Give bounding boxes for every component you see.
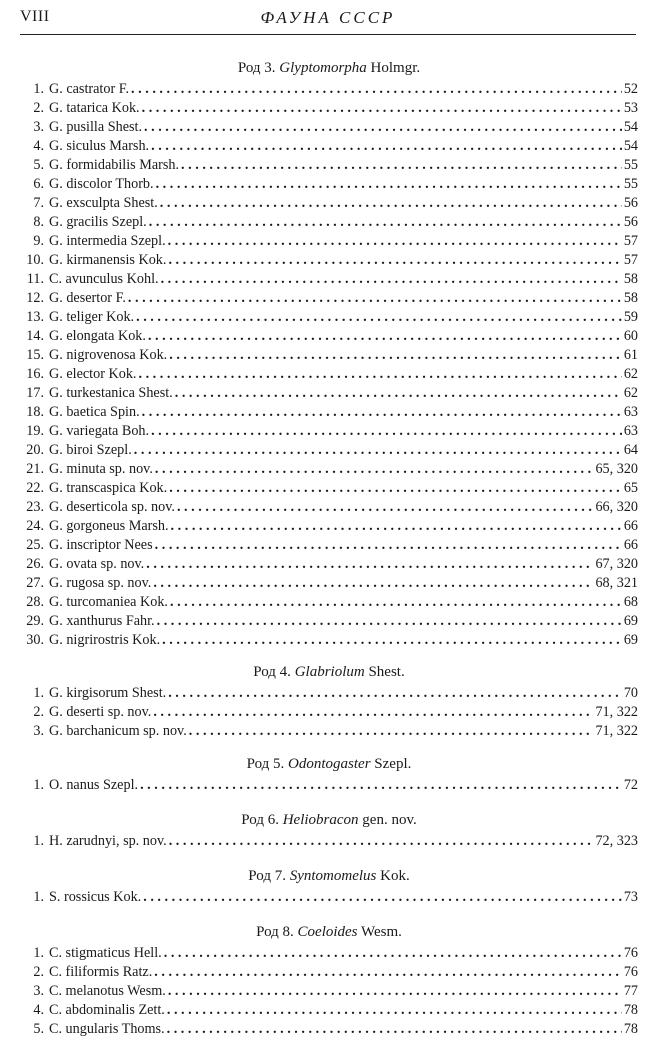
species-name: G. inscriptor Nees — [49, 537, 153, 553]
species-entry — [20, 194, 638, 213]
page-reference: 59 — [623, 309, 638, 325]
entry-number: 23. — [26, 499, 44, 515]
species-name: G. transcaspica Kok. — [49, 480, 168, 496]
page-reference: 65 — [623, 480, 638, 496]
header-rule — [20, 34, 636, 35]
page-reference: 54 — [623, 119, 638, 135]
page-reference: 73 — [623, 889, 638, 905]
page-reference: 62 — [623, 366, 638, 382]
species-entry — [20, 1020, 638, 1039]
species-entry — [20, 631, 638, 650]
dot-leader — [168, 232, 622, 251]
page-reference: 72, 323 — [595, 833, 638, 849]
page-reference: 60 — [623, 328, 638, 344]
section-genus-5 — [20, 752, 638, 795]
entry-number: 2. — [33, 964, 44, 980]
dot-leader — [128, 289, 622, 308]
dot-leader — [157, 612, 622, 631]
entry-number: 30. — [26, 632, 44, 648]
species-name: S. rossicus Kok. — [49, 889, 142, 905]
dot-leader — [160, 194, 622, 213]
page-reference: 64 — [623, 442, 638, 458]
entry-number: 22. — [26, 480, 44, 496]
species-name: G. ovata sp. nov. — [49, 556, 145, 572]
page-reference: 62 — [623, 385, 638, 401]
dot-leader — [153, 574, 593, 593]
dot-leader — [169, 346, 622, 365]
dot-leader — [181, 156, 622, 175]
species-entry — [20, 137, 638, 156]
rod-label: Род 7. — [248, 868, 286, 884]
species-entry — [20, 289, 638, 308]
page-reference: 78 — [623, 1021, 638, 1037]
species-entry — [20, 213, 638, 232]
entry-number: 10. — [26, 252, 44, 268]
species-entry — [20, 270, 638, 289]
page-reference: 72 — [623, 777, 638, 793]
species-name: G. minuta sp. nov. — [49, 461, 153, 477]
entry-number: 2. — [33, 704, 44, 720]
page-reference: 63 — [623, 423, 638, 439]
species-entry — [20, 612, 638, 631]
species-list — [20, 888, 638, 907]
species-name: C. melanotus Wesm. — [49, 983, 166, 999]
page-reference: 66, 320 — [595, 499, 638, 515]
genus-author: Holmgr. — [370, 60, 421, 76]
species-entry — [20, 517, 638, 536]
entry-number: 20. — [26, 442, 44, 458]
entry-number: 12. — [26, 290, 44, 306]
species-name: G. exsculpta Shest. — [49, 195, 158, 211]
species-name: G. formidabilis Marsh. — [49, 157, 180, 173]
genus-name: Syntomomelus — [289, 868, 377, 884]
page-reference: 63 — [623, 404, 638, 420]
section-genus-7 — [20, 864, 638, 907]
entry-number: 1. — [33, 833, 44, 849]
species-name: G. intermedia Szepl. — [49, 233, 166, 249]
species-name: G. siculus Marsh. — [49, 138, 150, 154]
species-name: G. gorgoneus Marsh. — [49, 518, 169, 534]
species-name: G. desertor F. — [49, 290, 126, 306]
species-entry — [20, 593, 638, 612]
genus-author: Wesm. — [361, 924, 402, 940]
rod-label: Род 5. — [246, 756, 285, 772]
entry-number: 27. — [26, 575, 44, 591]
entry-number: 1. — [33, 945, 44, 961]
dot-leader — [151, 422, 622, 441]
page-reference: 57 — [623, 233, 638, 249]
species-entry — [20, 403, 638, 422]
entry-number: 13. — [26, 309, 44, 325]
entry-number: 11. — [26, 271, 44, 287]
dot-leader — [169, 832, 594, 851]
dot-leader — [138, 365, 621, 384]
dot-leader — [149, 213, 622, 232]
species-entry — [20, 80, 638, 99]
dot-leader — [143, 888, 622, 907]
species-name: C. avunculus Kohl. — [49, 271, 159, 287]
dot-leader — [144, 118, 622, 137]
page-reference: 68, 321 — [595, 575, 638, 591]
entry-number: 17. — [26, 385, 44, 401]
entry-number: 18. — [26, 404, 44, 420]
species-list — [20, 684, 638, 741]
page-reference: 55 — [623, 176, 638, 192]
species-entry — [20, 118, 638, 137]
section-genus-3 — [20, 56, 638, 650]
page-reference: 70 — [623, 685, 638, 701]
species-name: C. abdominalis Zett. — [49, 1002, 165, 1018]
section-heading — [20, 864, 638, 888]
dot-leader — [153, 703, 593, 722]
species-name: G. rugosa sp. nov. — [49, 575, 152, 591]
page-reference: 53 — [623, 100, 638, 116]
section-genus-6 — [20, 808, 638, 851]
dot-leader — [155, 536, 622, 555]
page-reference: 71, 322 — [595, 723, 638, 739]
entry-number: 21. — [26, 461, 44, 477]
genus-author: gen. nov. — [362, 812, 417, 828]
species-name: G. xanthurus Fahr. — [49, 613, 155, 629]
species-entry — [20, 982, 638, 1001]
species-entry — [20, 832, 638, 851]
dot-leader — [131, 80, 622, 99]
species-entry — [20, 384, 638, 403]
entry-number: 24. — [26, 518, 44, 534]
dot-leader — [154, 963, 622, 982]
rod-label: Род 3. — [237, 60, 276, 76]
species-name: G. baetica Spin. — [49, 404, 140, 420]
species-name: G. elongata Kok. — [49, 328, 146, 344]
genus-author: Shest. — [368, 664, 405, 680]
species-entry — [20, 460, 638, 479]
species-name: G. discolor Thorb. — [49, 176, 154, 192]
section-genus-4 — [20, 660, 638, 741]
dot-leader — [175, 384, 622, 403]
entry-number: 16. — [26, 366, 44, 382]
entry-number: 2. — [33, 100, 44, 116]
page-reference: 56 — [623, 214, 638, 230]
species-name: G. nigrirostris Kok. — [49, 632, 161, 648]
section-heading — [20, 56, 638, 80]
genus-name: Odontogaster — [288, 756, 371, 772]
dot-leader — [170, 593, 622, 612]
species-entry — [20, 944, 638, 963]
dot-leader — [148, 327, 622, 346]
dot-leader — [168, 982, 622, 1001]
page-reference: 58 — [623, 290, 638, 306]
section-heading — [20, 808, 638, 832]
species-list — [20, 80, 638, 650]
species-entry — [20, 175, 638, 194]
journal-title: ФАУНА СССР — [260, 8, 396, 27]
species-entry — [20, 555, 638, 574]
species-entry — [20, 365, 638, 384]
page-reference: 69 — [623, 632, 638, 648]
species-name: C. stigmaticus Hell. — [49, 945, 162, 961]
species-name: G. kirgisorum Shest. — [49, 685, 167, 701]
running-head — [20, 8, 636, 30]
dot-leader — [169, 479, 622, 498]
species-name: G. deserticola sp. nov. — [49, 499, 175, 515]
species-list — [20, 944, 638, 1039]
dot-leader — [171, 517, 622, 536]
entry-number: 4. — [33, 1002, 44, 1018]
species-name: G. nigrovenosa Kok. — [49, 347, 168, 363]
page-reference: 67, 320 — [595, 556, 638, 572]
entry-number: 14. — [26, 328, 44, 344]
dot-leader — [161, 270, 622, 289]
dot-leader — [162, 631, 622, 650]
dot-leader — [146, 555, 593, 574]
entry-number: 1. — [33, 777, 44, 793]
page-reference: 56 — [623, 195, 638, 211]
entry-number: 4. — [33, 138, 44, 154]
species-entry — [20, 776, 638, 795]
page-reference: 76 — [623, 945, 638, 961]
species-entry — [20, 888, 638, 907]
species-entry — [20, 1001, 638, 1020]
entry-number: 3. — [33, 723, 44, 739]
genus-name: Glabriolum — [294, 664, 365, 680]
genus-name: Heliobracon — [282, 812, 359, 828]
entry-number: 1. — [33, 81, 44, 97]
species-name: G. castrator F. — [49, 81, 130, 97]
species-name: G. deserti sp. nov. — [49, 704, 152, 720]
entry-number: 15. — [26, 347, 44, 363]
species-name: C. filiformis Ratz. — [49, 964, 153, 980]
species-entry — [20, 479, 638, 498]
species-entry — [20, 346, 638, 365]
entry-number: 8. — [33, 214, 44, 230]
entry-number: 9. — [33, 233, 44, 249]
genus-name: Coeloides — [297, 924, 358, 940]
dot-leader — [140, 776, 622, 795]
dot-leader — [151, 137, 622, 156]
species-entry — [20, 156, 638, 175]
species-name: G. turcomaniea Kok. — [49, 594, 168, 610]
page-reference: 65, 320 — [595, 461, 638, 477]
dot-leader — [164, 944, 622, 963]
species-name: G. gracilis Szepl. — [49, 214, 147, 230]
species-name: O. nanus Szepl. — [49, 777, 139, 793]
dot-leader — [136, 308, 622, 327]
species-entry — [20, 963, 638, 982]
rod-label: Род 4. — [253, 664, 291, 680]
species-entry — [20, 703, 638, 722]
entry-number: 6. — [33, 176, 44, 192]
species-name: G. kirmanensis Kok. — [49, 252, 167, 268]
species-entry — [20, 99, 638, 118]
entry-number: 19. — [26, 423, 44, 439]
entry-number: 1. — [33, 889, 44, 905]
dot-leader — [168, 251, 621, 270]
dot-leader — [177, 498, 593, 517]
entry-number: 1. — [33, 685, 44, 701]
page-reference: 68 — [623, 594, 638, 610]
species-name: G. barchanicum sp. nov. — [49, 723, 187, 739]
species-entry — [20, 684, 638, 703]
species-list — [20, 832, 638, 851]
rod-label: Род 8. — [256, 924, 294, 940]
species-entry — [20, 722, 638, 741]
genus-author: Szepl. — [374, 756, 412, 772]
section-heading — [20, 920, 638, 944]
page-reference: 66 — [623, 537, 638, 553]
entry-number: 5. — [33, 157, 44, 173]
species-name: H. zarudnyi, sp. nov. — [49, 833, 167, 849]
page-reference: 77 — [623, 983, 638, 999]
species-entry — [20, 498, 638, 517]
dot-leader — [167, 1001, 622, 1020]
page-reference: 69 — [623, 613, 638, 629]
species-name: G. turkestanica Shest. — [49, 385, 173, 401]
dot-leader — [142, 403, 622, 422]
section-heading — [20, 752, 638, 776]
page-reference: 61 — [623, 347, 638, 363]
entry-number: 29. — [26, 613, 44, 629]
page-reference: 57 — [623, 252, 638, 268]
species-name: G. elector Kok. — [49, 366, 137, 382]
page-reference: 66 — [623, 518, 638, 534]
species-name: G. biroi Szepl. — [49, 442, 132, 458]
section-heading — [20, 660, 638, 684]
genus-author: Kok. — [380, 868, 410, 884]
species-name: G. variegata Boh. — [49, 423, 150, 439]
page-reference: 78 — [623, 1002, 638, 1018]
entry-number: 26. — [26, 556, 44, 572]
dot-leader — [134, 441, 622, 460]
species-entry — [20, 308, 638, 327]
page-reference: 52 — [623, 81, 638, 97]
species-name: G. pusilla Shest. — [49, 119, 143, 135]
species-list — [20, 776, 638, 795]
page-reference: 58 — [623, 271, 638, 287]
dot-leader — [155, 460, 594, 479]
species-entry — [20, 251, 638, 270]
species-entry — [20, 422, 638, 441]
entry-number: 3. — [33, 983, 44, 999]
page-number: VIII — [20, 8, 50, 25]
species-entry — [20, 327, 638, 346]
genus-name: Glyptomorpha — [279, 60, 367, 76]
species-name: G. teliger Kok. — [49, 309, 135, 325]
section-genus-8 — [20, 920, 638, 1039]
rod-label: Род 6. — [241, 812, 279, 828]
species-entry — [20, 441, 638, 460]
species-name: G. tatarica Kok. — [49, 100, 140, 116]
dot-leader — [142, 99, 622, 118]
page-reference: 71, 322 — [595, 704, 638, 720]
entry-number: 25. — [26, 537, 44, 553]
entry-number: 5. — [33, 1021, 44, 1037]
entry-number: 7. — [33, 195, 44, 211]
dot-leader — [156, 175, 622, 194]
species-name: C. ungularis Thoms. — [49, 1021, 165, 1037]
page-reference: 55 — [623, 157, 638, 173]
dot-leader — [168, 684, 622, 703]
page-reference: 54 — [623, 138, 638, 154]
species-entry — [20, 536, 638, 555]
dot-leader — [167, 1020, 622, 1039]
species-entry — [20, 574, 638, 593]
page-reference: 76 — [623, 964, 638, 980]
entry-number: 3. — [33, 119, 44, 135]
dot-leader — [189, 722, 594, 741]
species-entry — [20, 232, 638, 251]
entry-number: 28. — [26, 594, 44, 610]
